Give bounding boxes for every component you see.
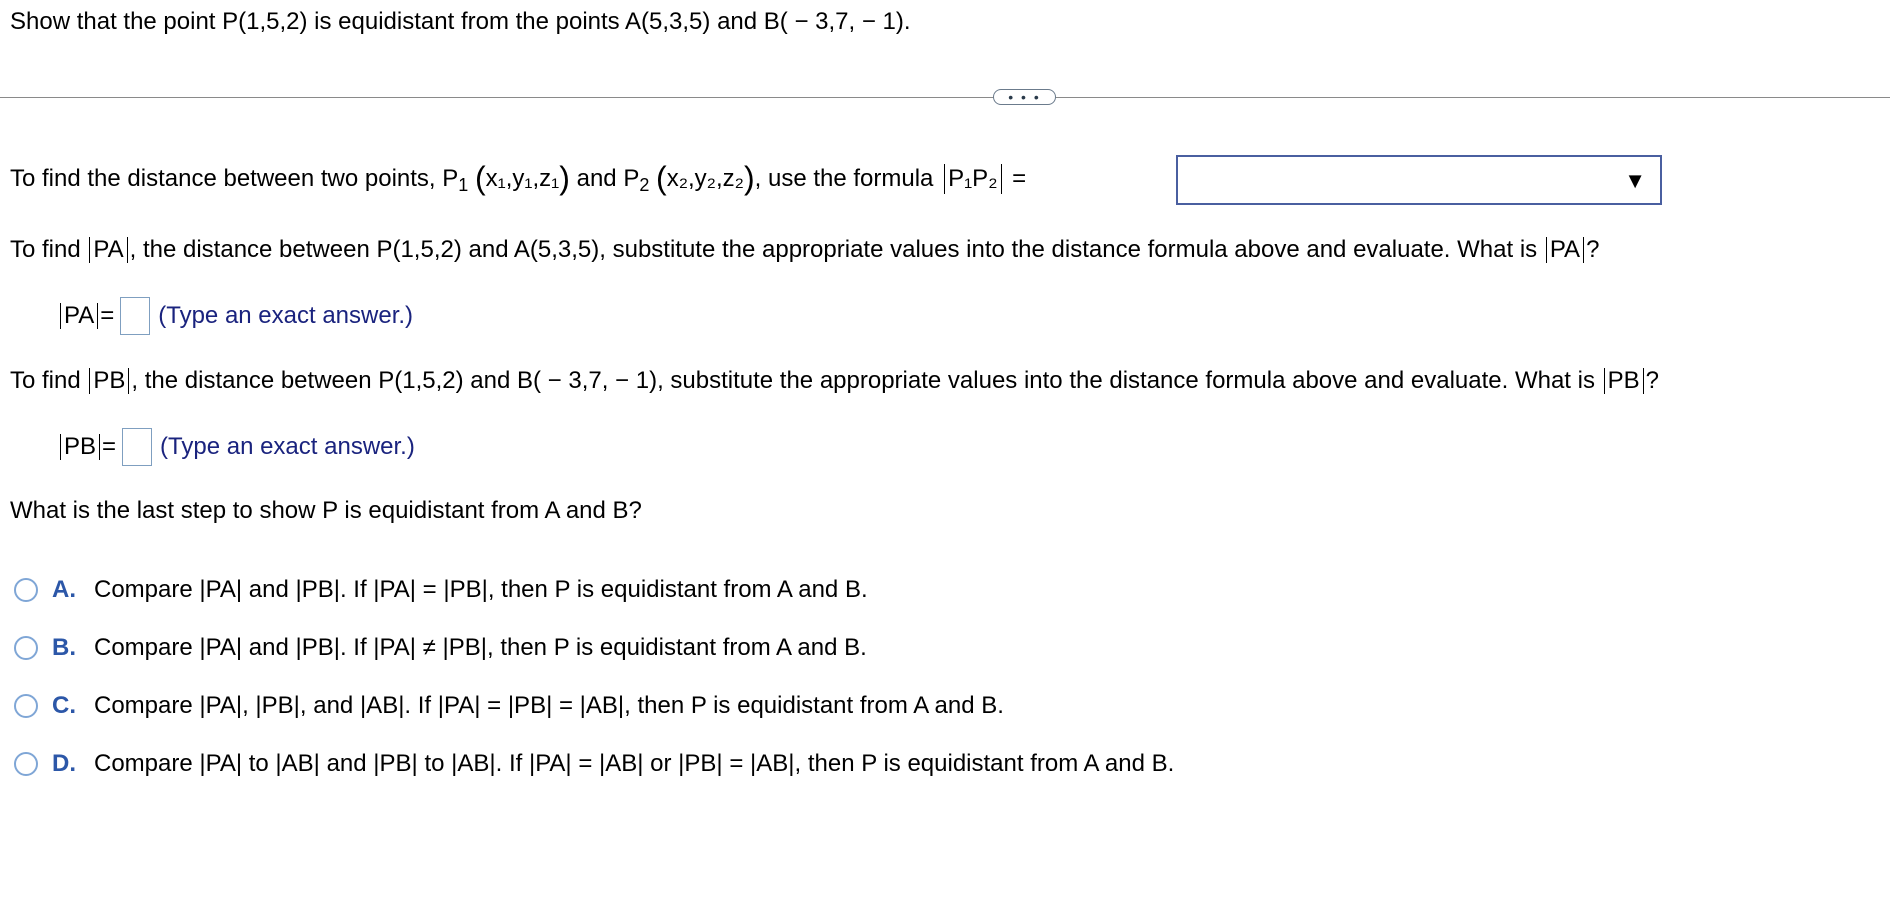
pa-answer-equals: = xyxy=(100,302,115,329)
pa-answer-hint: (Type an exact answer.) xyxy=(158,302,414,329)
divider-line xyxy=(0,97,1890,98)
pb-answer-equals: = xyxy=(102,433,117,460)
option-b-text: Compare |PA| and |PB|. If |PA| ≠ |PB|, then P is equidistant from A and B. xyxy=(94,634,867,661)
step4-text: What is the last step to show P is equidistant from A and B? xyxy=(10,497,642,524)
step1-suffix: , use the formula xyxy=(754,165,941,192)
option-c-text: Compare |PA|, |PB|, and |AB|. If |PA| = |PB| = |AB|, then P is equidistant from A and B. xyxy=(94,692,1004,719)
option-a-radio[interactable] xyxy=(14,578,38,602)
dropdown-arrow-icon[interactable]: ▼ xyxy=(1624,168,1646,193)
p1-args: x₁,y₁,z₁ xyxy=(485,165,560,192)
more-button[interactable]: • • • xyxy=(993,89,1056,105)
option-d-radio[interactable] xyxy=(14,752,38,776)
p2-subscript: 2 xyxy=(639,175,650,195)
step1-prefix: To find the distance between two points, xyxy=(10,165,443,192)
pa-abs: PA xyxy=(89,237,127,263)
pb-abs-2: PB xyxy=(1604,368,1644,394)
option-b-letter: B. xyxy=(52,634,76,661)
option-a-letter: A. xyxy=(52,576,76,603)
pa-answer-label: PA xyxy=(60,303,98,329)
step3-prefix: To find xyxy=(10,367,88,394)
formula-dropdown[interactable] xyxy=(1176,155,1662,205)
p1-label: P xyxy=(442,165,459,192)
option-b[interactable] xyxy=(14,634,867,662)
pa-abs-2: PA xyxy=(1546,237,1584,263)
option-c[interactable] xyxy=(14,692,1004,720)
step2-text xyxy=(10,236,1599,264)
option-c-radio[interactable] xyxy=(14,694,38,718)
step1-equals: = xyxy=(1005,165,1027,192)
step1-text: To find the distance between two points, $P_1$ (x₁,y₁,z₁) and $P_2$ (x₂,y₂,z₂), use the formula P₁P₂ = xyxy=(10,160,1027,196)
pb-answer-hint: (Type an exact answer.) xyxy=(160,433,415,460)
option-d-letter: D. xyxy=(52,750,76,777)
p2-label: P xyxy=(623,165,640,192)
step1-and: and xyxy=(569,165,624,192)
step3-middle: , the distance between P(1,5,2) and B( − 3,7, − 1), substitute the appropriate values into the distance formula above and evaluate. What is xyxy=(131,367,1602,394)
pb-answer-row xyxy=(58,428,415,466)
option-c-letter: C. xyxy=(52,692,76,719)
option-a-text: Compare |PA| and |PB|. If |PA| = |PB|, then P is equidistant from A and B. xyxy=(94,576,868,603)
pb-answer-input[interactable] xyxy=(122,428,152,466)
option-d-text: Compare |PA| to |AB| and |PB| to |AB|. If |PA| = |AB| or |PB| = |AB|, then P is equidistant from A and B. xyxy=(94,750,1175,777)
step2-suffix: ? xyxy=(1586,236,1600,263)
step3-text xyxy=(10,367,1659,395)
question-text: Show that the point P(1,5,2) is equidistant from the points A(5,3,5) and B( − 3,7, − 1). xyxy=(10,8,911,35)
option-d[interactable] xyxy=(14,750,1174,778)
step2-prefix: To find xyxy=(10,236,88,263)
p1p2-abs: P₁P₂ xyxy=(944,164,1001,194)
pb-abs: PB xyxy=(89,368,129,394)
step2-middle: , the distance between P(1,5,2) and A(5,3,5), substitute the appropriate values into the distance formula above and evaluate. What is xyxy=(129,236,1544,263)
pa-answer-input[interactable] xyxy=(120,297,150,335)
pa-answer-row xyxy=(58,297,413,335)
pb-answer-label: PB xyxy=(60,434,100,460)
option-b-radio[interactable] xyxy=(14,636,38,660)
p2-args: x₂,y₂,z₂ xyxy=(666,165,744,192)
option-a[interactable] xyxy=(14,576,868,604)
p1-subscript: 1 xyxy=(458,175,469,195)
step3-suffix: ? xyxy=(1645,367,1660,394)
